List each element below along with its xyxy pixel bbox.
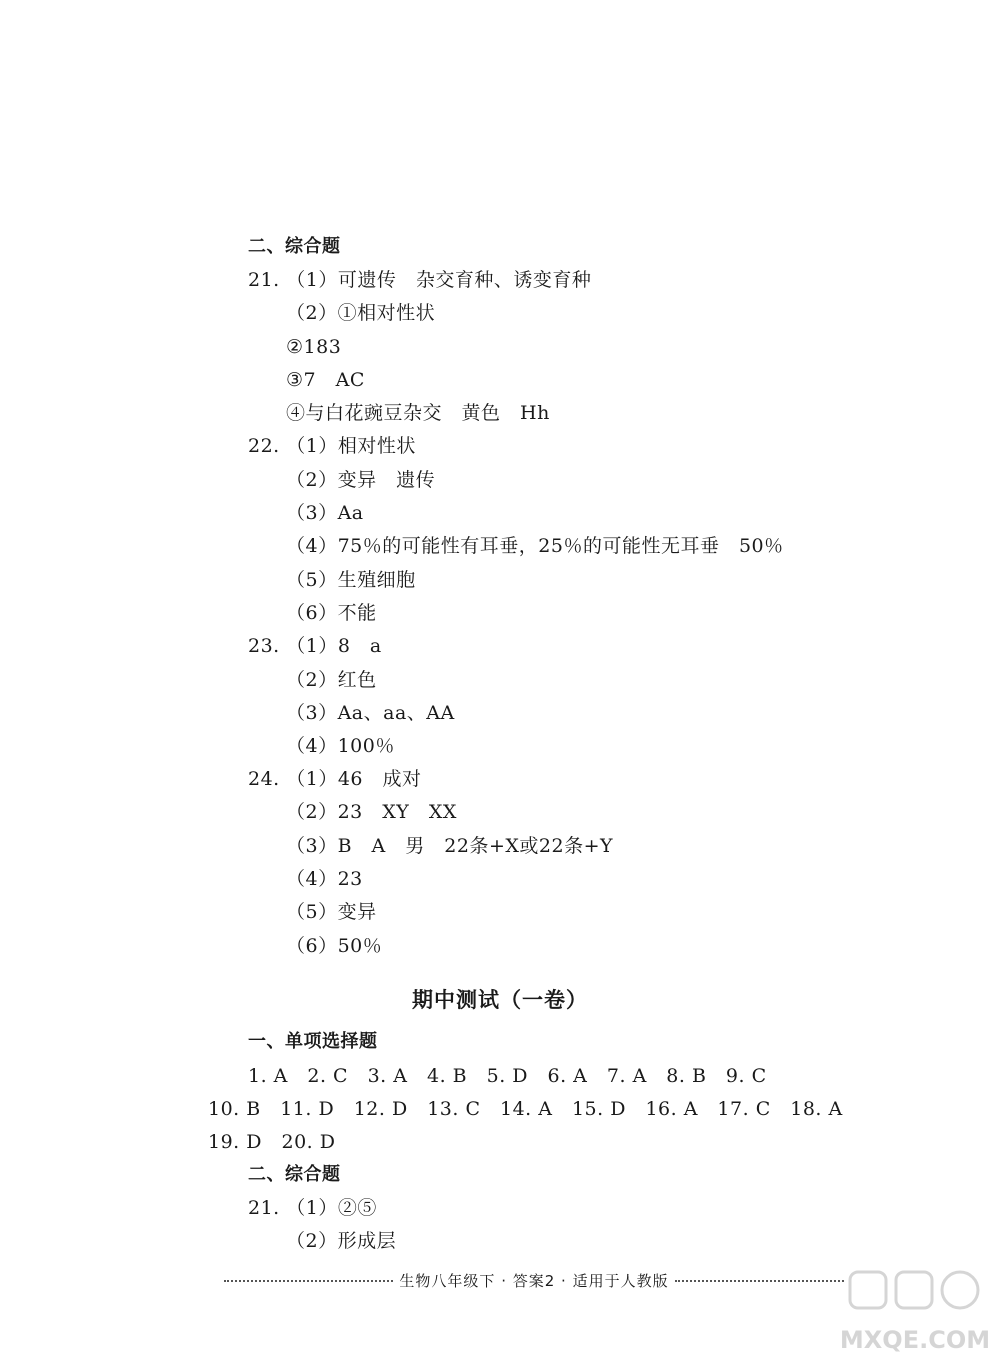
answer-line: （6）50％ bbox=[286, 935, 383, 957]
watermark-text: MXQE.COM bbox=[840, 1326, 990, 1354]
footer-divider-right bbox=[675, 1280, 844, 1282]
footer-text: 生物八年级下 · 答案2 · 适用于人教版 bbox=[399, 1272, 669, 1290]
answer-line: （4）23 bbox=[286, 868, 363, 890]
answer-line: （2）形成层 bbox=[286, 1230, 397, 1252]
answer-line: 21. （1）②⑤ bbox=[248, 1197, 377, 1219]
answer-line: （2）红色 bbox=[286, 669, 377, 691]
answer-line: 22. （1）相对性状 bbox=[248, 435, 416, 457]
page-footer bbox=[218, 1270, 850, 1291]
answer-line: （5）变异 bbox=[286, 901, 377, 923]
section-title: 期中测试（一卷） bbox=[412, 988, 588, 1012]
answer-line: 21. （1）可遗传 杂交育种、诱变育种 bbox=[248, 269, 592, 291]
answer-line: ③7 AC bbox=[286, 369, 365, 391]
watermark-logo bbox=[840, 1268, 990, 1360]
answer-line: 1. A 2. C 3. A 4. B 5. D 6. A 7. A 8. B 9. C bbox=[248, 1065, 767, 1087]
answer-line: 10. B 11. D 12. D 13. C 14. A 15. D 16. A 17. C 18. A bbox=[208, 1098, 843, 1120]
answer-line: （2）23 XY XX bbox=[286, 801, 457, 823]
answer-line: （3）Aa bbox=[286, 502, 364, 524]
answer-line: （6）不能 bbox=[286, 602, 377, 624]
answer-line: （5）生殖细胞 bbox=[286, 569, 416, 591]
answer-line: （4）75％的可能性有耳垂，25％的可能性无耳垂 50％ bbox=[286, 535, 784, 557]
answer-line: 23. （1）8 a bbox=[248, 635, 382, 657]
answer-line: ②183 bbox=[286, 336, 342, 358]
footer-divider-left bbox=[224, 1280, 393, 1282]
answer-line: ④与白花豌豆杂交 黄色 Hh bbox=[286, 402, 550, 424]
answer-line: （3）B A 男 22条+X或22条+Y bbox=[286, 835, 614, 857]
answer-line: 24. （1）46 成对 bbox=[248, 768, 422, 790]
answer-line: 19. D 20. D bbox=[208, 1131, 336, 1153]
answer-line: （2）变异 遗传 bbox=[286, 469, 436, 491]
section-heading: 二、综合题 bbox=[248, 1164, 341, 1185]
answer-line: （2）①相对性状 bbox=[286, 302, 436, 324]
section-heading: 一、单项选择题 bbox=[248, 1031, 378, 1052]
section-heading: 二、综合题 bbox=[248, 236, 341, 257]
answer-line: （3）Aa、aa、AA bbox=[286, 702, 455, 724]
answer-line: （4）100％ bbox=[286, 735, 395, 757]
